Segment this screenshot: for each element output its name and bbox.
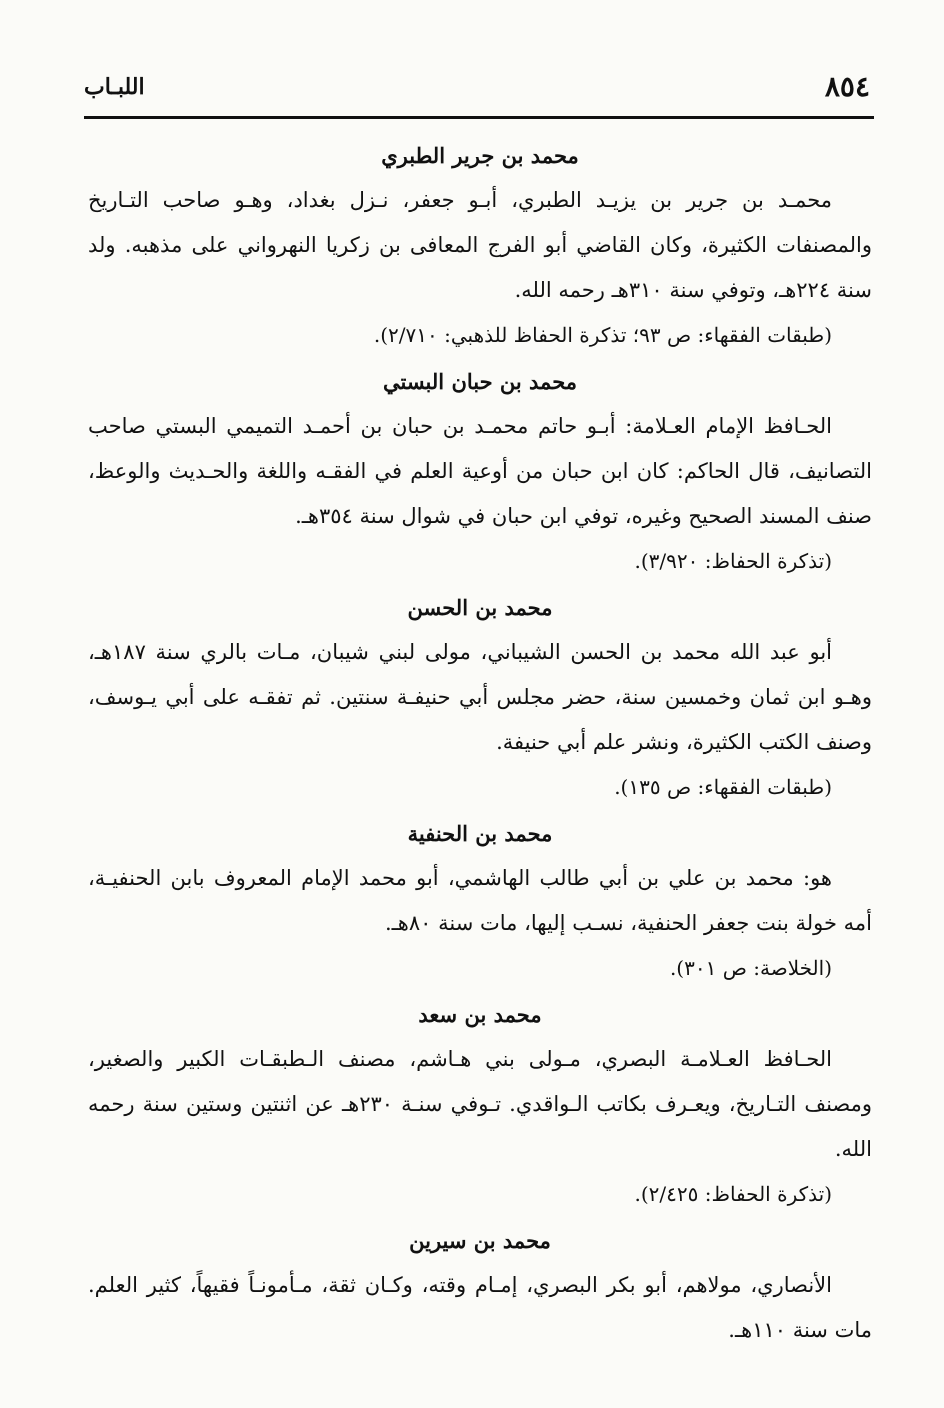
entry-source: (طبقات الفقهاء: ص ١٣٥). — [614, 775, 832, 799]
entry-source: (طبقات الفقهاء: ص ٩٣؛ تذكرة الحفاظ للذهبي: ٢/٧١٠). — [373, 323, 832, 347]
entry-title: محمد بن حبان البستي — [382, 369, 577, 394]
biography-entry — [88, 586, 872, 810]
entry-body: أبو عبد الله محمد بن الحسن الشيباني، مولى لبني شيبان، مـات بالري سنة ١٨٧هـ، وهـو ابن ثمان وخمسين سنة، حضر مجلس أبي حنيفـة سنتين. ثم تفقـه على أبي يـوسف، وصنف الكتب الكثيرة، ونشر علم أبي حنيفة. — [88, 640, 872, 754]
entry-title: محمد بن الحسن — [407, 595, 553, 620]
biography-entry — [88, 993, 872, 1217]
entry-title: محمد بن جرير الطبري — [381, 143, 579, 168]
entry-source: (الخلاصة: ص ٣٠١). — [669, 956, 832, 980]
header-rule — [84, 116, 874, 119]
biography-entry — [88, 812, 872, 991]
page-content — [88, 134, 872, 1355]
page-header — [84, 66, 870, 116]
biography-entry — [88, 360, 872, 584]
biography-entry — [88, 134, 872, 358]
entry-body: الأنصاري، مولاهم، أبو بكر البصري، إمـام وقته، وكـان ثقة، مـأمونـاً فقيهاً، كثير العلم. مات سنة ١١٠هـ. — [88, 1273, 872, 1342]
biography-entry — [88, 1219, 872, 1353]
page-number: ٨٥٤ — [824, 70, 870, 103]
entry-title: محمد بن سيرين — [409, 1228, 551, 1253]
entry-body: محمـد بن جرير بن يزيـد الطبري، أبـو جعفر، نـزل بغداد، وهـو صاحب التـاريخ والمصنفات الكثيرة، وكان القاضي أبو الفرج المعافى بن زكريا النهرواني على مذهبه. ولد سنة ٢٢٤هـ، وتوفي سنة ٣١٠هـ رحمه الله. — [88, 188, 872, 302]
entry-body: الحـافظ العـلامـة البصري، مـولى بني هـاشم، مصنف الـطبقـات الكبير والصغير، ومصنف التـاريخ، ويعـرف بكاتب الـواقدي. تـوفي سنـة ٢٣٠هـ عن اثنتين وستين سنة رحمه الله. — [88, 1047, 873, 1161]
entry-title: محمد بن سعد — [418, 1002, 542, 1027]
entry-body: الحـافظ الإمام العـلامة: أبـو حاتم محمـد بن حبان بن أحمـد التميمي البستي صاحب التصانيف، قال الحاكم: كان ابن حبان من أوعية العلم في الفقـه واللغة والحـديث والوعظ، صنف المسند الصحيح وغيره، توفي ابن حبان في شوال سنة ٣٥٤هـ. — [88, 414, 872, 528]
entry-source: (تذكرة الحفاظ: ٢/٤٢٥). — [634, 1182, 832, 1206]
running-title: اللبـاب — [84, 74, 145, 100]
entry-source: (تذكرة الحفاظ: ٣/٩٢٠). — [634, 549, 832, 573]
entry-body: هو: محمد بن علي بن أبي طالب الهاشمي، أبو محمد الإمام المعروف بابن الحنفيـة، أمه خولة بنت جعفر الحنفية، نسـب إليها، مات سنة ٨٠هـ. — [88, 866, 872, 935]
entry-title: محمد بن الحنفية — [407, 821, 553, 846]
